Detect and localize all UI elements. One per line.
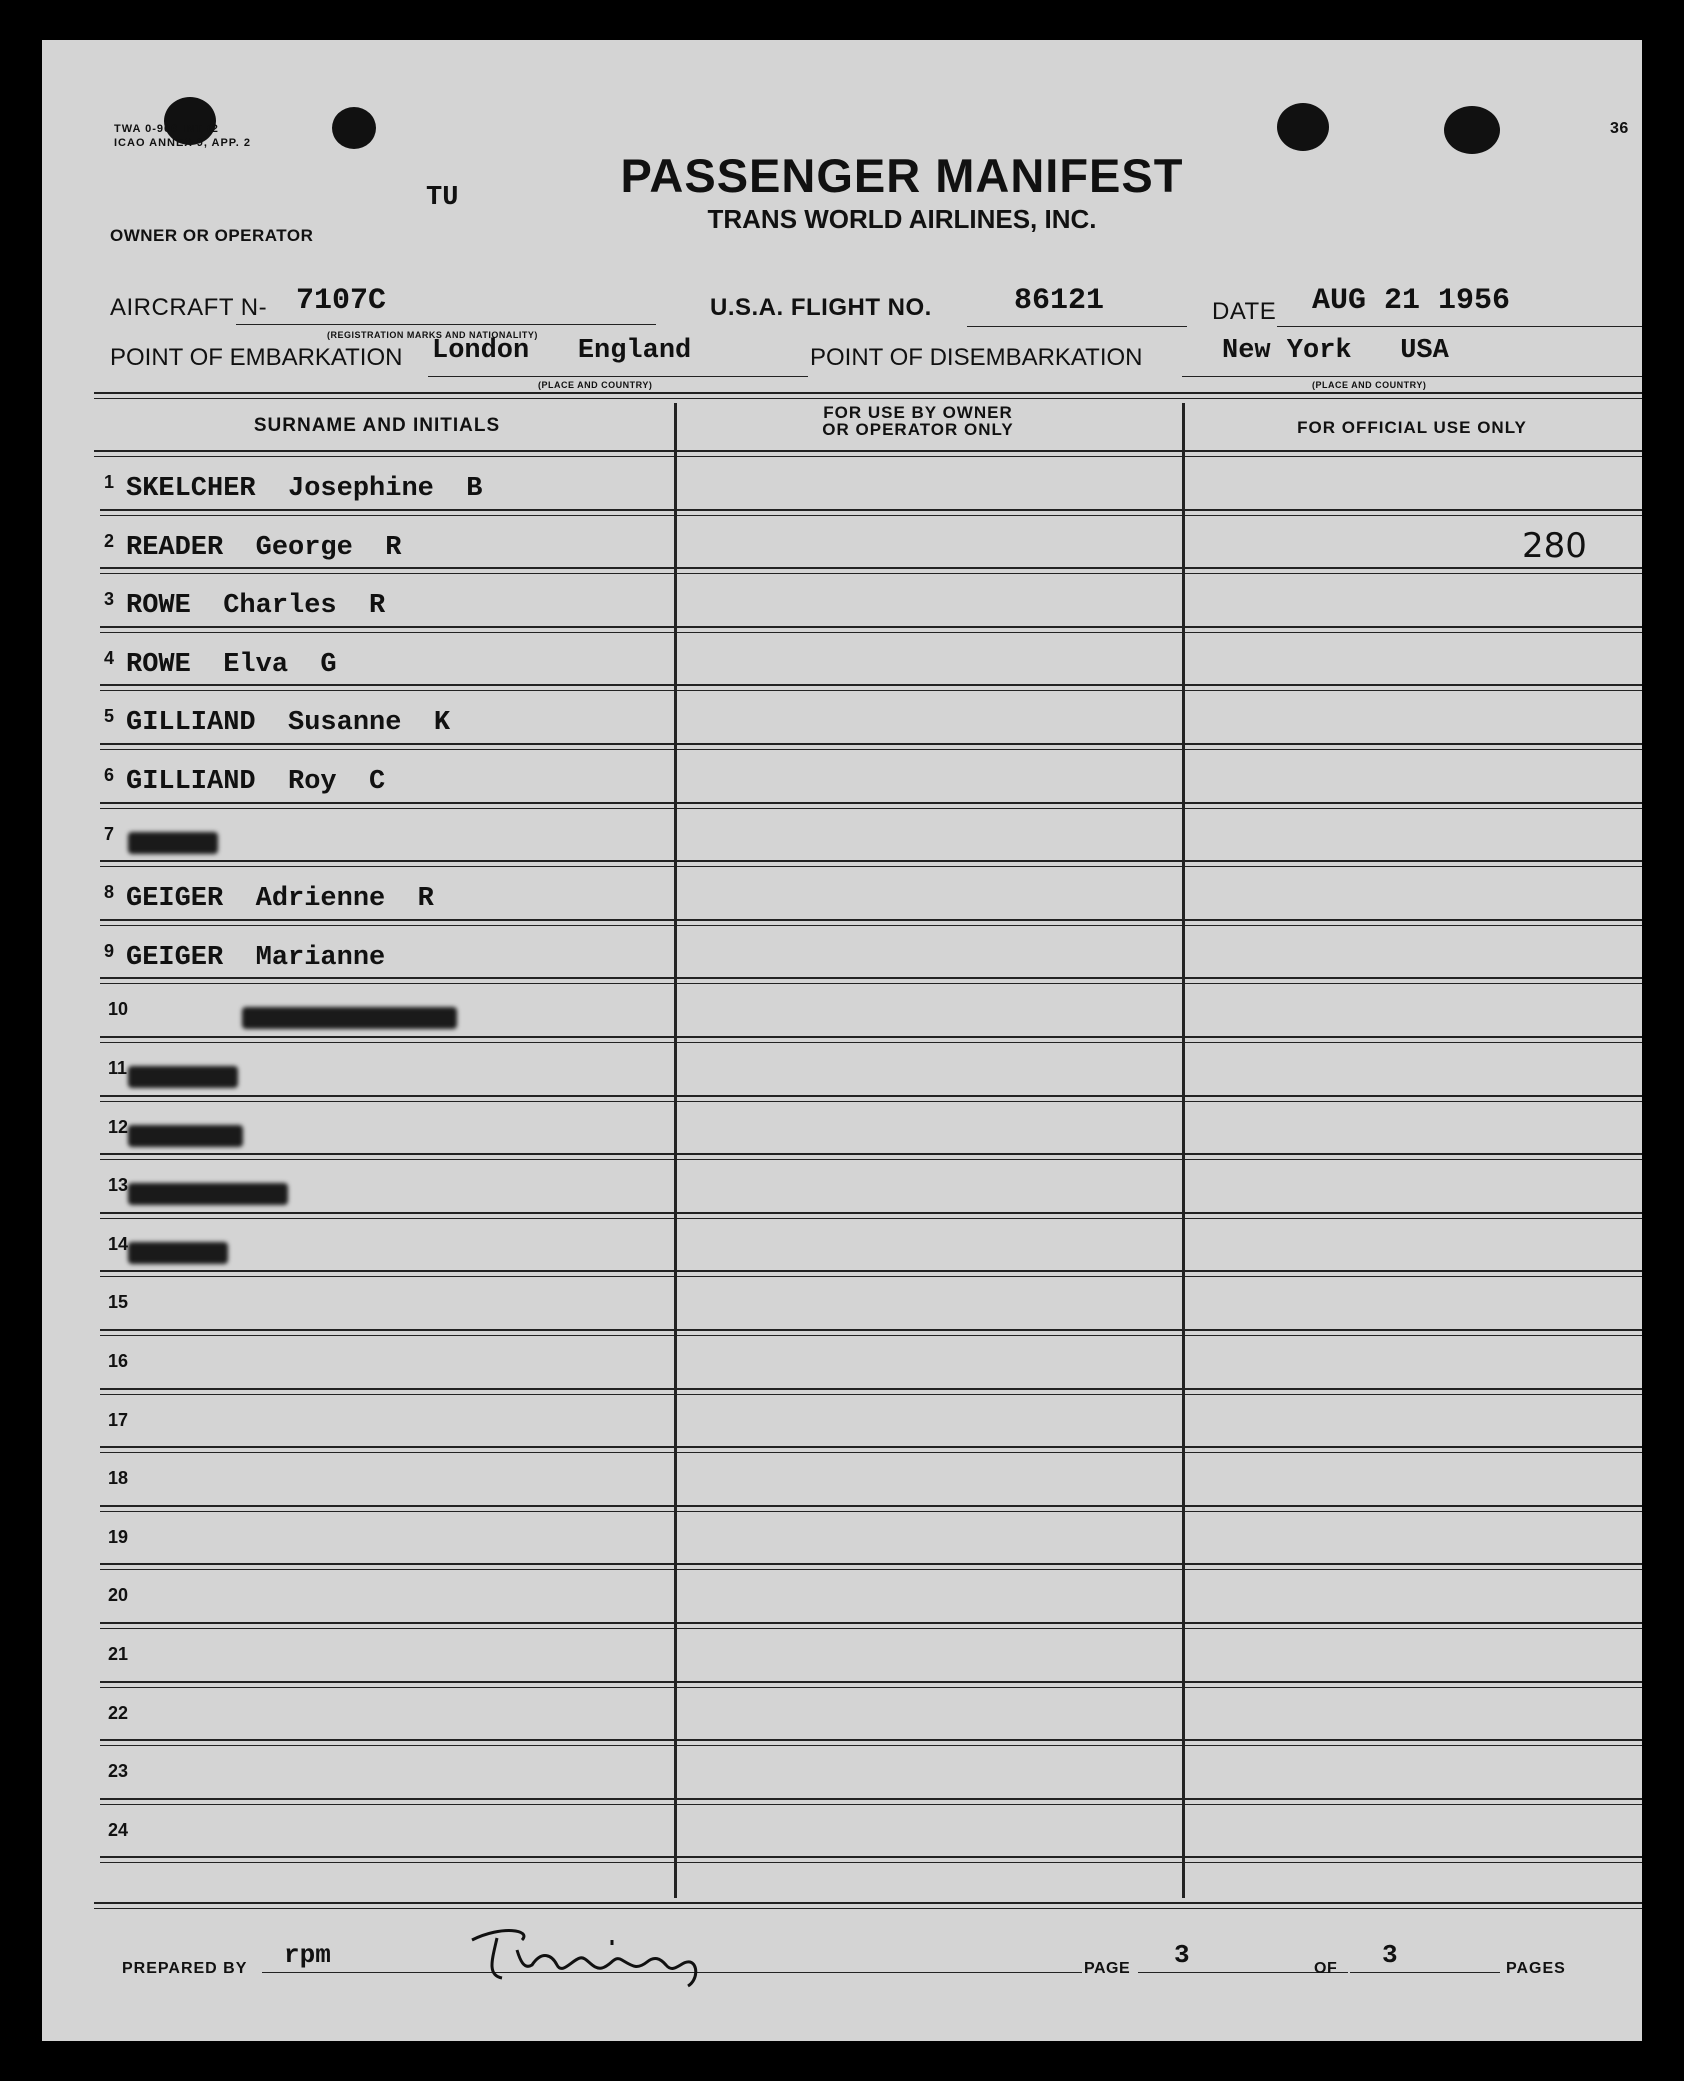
prepared-by-label: PREPARED BY (122, 1960, 248, 1977)
row-number: 19 (108, 1526, 129, 1547)
row-rule (100, 860, 1642, 862)
row-rule (100, 1101, 1642, 1102)
row-rule (100, 567, 1642, 569)
row-rule (100, 1856, 1642, 1858)
row-rule (100, 1095, 1642, 1097)
row-rule (100, 1153, 1642, 1155)
flight-label: U.S.A. FLIGHT NO. (710, 294, 932, 321)
owner-value: TU (426, 183, 459, 213)
table-top-rule-2 (94, 398, 1642, 399)
row-rule (100, 515, 1642, 516)
passenger-name: SKELCHER Josephine B (126, 474, 483, 504)
row-number: 24 (108, 1819, 129, 1840)
disembarkation-note: (PLACE AND COUNTRY) (1312, 380, 1427, 390)
punch-hole (1277, 103, 1329, 151)
row-number: 11 (108, 1058, 128, 1078)
row-rule (100, 977, 1642, 979)
disembarkation-label: POINT OF DISEMBARKATION (810, 344, 1143, 371)
redacted-name (128, 832, 218, 854)
row-number: 9 (104, 940, 115, 961)
table-bottom-rule (94, 1902, 1642, 1904)
header-rule (94, 450, 1642, 452)
row-rule (100, 919, 1642, 921)
row-rule (100, 866, 1642, 867)
date-label: DATE (1212, 298, 1277, 325)
disembarkation-underline (1182, 376, 1642, 377)
of-value: 3 (1382, 1940, 1398, 1970)
row-number: 2 (104, 530, 115, 551)
passenger-name: ROWE Elva G (126, 649, 337, 680)
row-rule (100, 1036, 1642, 1038)
row-number: 20 (108, 1585, 129, 1606)
row-rule (100, 1569, 1642, 1570)
row-rule (100, 1622, 1642, 1624)
row-number: 14 (108, 1233, 129, 1254)
punch-hole (332, 107, 376, 149)
row-rule (100, 1798, 1642, 1800)
row-rule (100, 573, 1642, 574)
redacted-name (128, 1125, 243, 1147)
passenger-name: GILLIAND Susanne K (126, 708, 451, 739)
official-note: 280 (1522, 526, 1587, 566)
row-rule (100, 1452, 1642, 1453)
page-subtitle: TRANS WORLD AIRLINES, INC. (707, 204, 1097, 234)
row-number: 6 (104, 765, 115, 785)
row-rule (100, 1276, 1642, 1277)
row-rule (100, 1388, 1642, 1390)
of-label: OF (1314, 1960, 1338, 1977)
row-rule (100, 1511, 1642, 1512)
row-rule (100, 684, 1642, 686)
redacted-name (128, 1066, 238, 1088)
passenger-name: READER George R (126, 532, 402, 563)
row-rule (100, 1628, 1642, 1629)
pages-label: PAGES (1506, 1960, 1566, 1977)
redacted-name (128, 1242, 228, 1264)
flight-underline (967, 326, 1187, 327)
row-number: 4 (104, 647, 115, 668)
row-rule (100, 1335, 1642, 1336)
passenger-name: GEIGER Adrienne R (126, 884, 434, 915)
redacted-name (128, 1183, 288, 1205)
row-rule (100, 1212, 1642, 1214)
signature (462, 1920, 752, 1990)
row-rule (100, 1505, 1642, 1507)
prepared-by-value: rpm (284, 1940, 331, 1970)
col-header-owner-use: FOR USE BY OWNER OR OPERATOR ONLY (822, 403, 1014, 439)
row-rule (100, 1329, 1642, 1331)
table-bottom-rule-2 (94, 1908, 1642, 1909)
row-rule (100, 1681, 1642, 1683)
passenger-name: GEIGER Marianne (126, 942, 386, 973)
date-underline (1277, 326, 1642, 327)
page-value: 3 (1174, 1940, 1190, 1970)
row-rule (100, 1394, 1642, 1395)
row-number: 13 (108, 1175, 129, 1196)
manifest-sheet (42, 40, 1642, 2041)
date-value: AUG 21 1956 (1312, 284, 1511, 318)
aircraft-underline (236, 324, 656, 325)
flight-value: 86121 (1014, 284, 1105, 318)
aircraft-note: (REGISTRATION MARKS AND NATIONALITY) (327, 330, 538, 340)
row-number: 16 (108, 1351, 129, 1371)
col-header-official: FOR OFFICIAL USE ONLY (1297, 418, 1527, 437)
corner-number: 36 (1610, 120, 1629, 137)
row-rule (100, 1739, 1642, 1741)
row-rule (100, 1804, 1642, 1805)
row-rule (100, 1563, 1642, 1565)
page-title: PASSENGER MANIFEST (620, 149, 1184, 202)
row-number: 22 (108, 1702, 129, 1723)
embarkation-note: (PLACE AND COUNTRY) (538, 380, 653, 390)
row-rule (100, 690, 1642, 691)
row-rule (100, 808, 1642, 809)
row-rule (100, 1218, 1642, 1219)
embarkation-underline (428, 376, 808, 377)
col-header-surname: SURNAME AND INITIALS (253, 415, 501, 436)
page-label: PAGE (1084, 1960, 1131, 1977)
row-number: 5 (104, 706, 115, 727)
table-top-rule (94, 392, 1642, 394)
disembarkation-value: New York USA (1222, 336, 1449, 366)
passenger-name: ROWE Charles R (126, 591, 386, 622)
row-rule (100, 749, 1642, 750)
embarkation-value: London England (432, 336, 692, 366)
row-number: 18 (108, 1468, 129, 1489)
aircraft-label: AIRCRAFT N- (110, 294, 268, 321)
row-number: 21 (108, 1644, 129, 1664)
row-number: 8 (104, 882, 115, 903)
owner-label: OWNER OR OPERATOR (110, 226, 314, 245)
row-rule (100, 632, 1642, 633)
row-rule (100, 983, 1642, 984)
row-number: 17 (108, 1409, 129, 1430)
row-rule (100, 743, 1642, 745)
row-number: 7 (104, 823, 115, 844)
row-rule (100, 1042, 1642, 1043)
row-rule (100, 626, 1642, 628)
redacted-name (242, 1007, 457, 1029)
row-rule (100, 802, 1642, 804)
row-rule (100, 509, 1642, 511)
row-rule (100, 1745, 1642, 1746)
form-code: TWA 0-900 INT (2 ICAO ANNEX 9, APP. 2 (114, 123, 251, 149)
row-rule (100, 1446, 1642, 1448)
passenger-name: GILLIAND Roy C (126, 767, 386, 797)
row-rule (100, 1159, 1642, 1160)
punch-hole (1444, 106, 1500, 154)
of-underline (1350, 1972, 1500, 1973)
row-rule (100, 1270, 1642, 1272)
row-number: 15 (108, 1292, 129, 1313)
row-rule (100, 1687, 1642, 1688)
row-number: 3 (104, 589, 115, 610)
row-number: 1 (104, 472, 115, 492)
row-rule (100, 925, 1642, 926)
row-number: 10 (108, 999, 129, 1020)
row-rule (100, 1862, 1642, 1863)
row-number: 23 (108, 1761, 129, 1782)
aircraft-value: 7107C (296, 284, 387, 318)
embarkation-label: POINT OF EMBARKATION (110, 344, 403, 371)
header-rule-2 (94, 456, 1642, 457)
row-number: 12 (108, 1116, 129, 1137)
